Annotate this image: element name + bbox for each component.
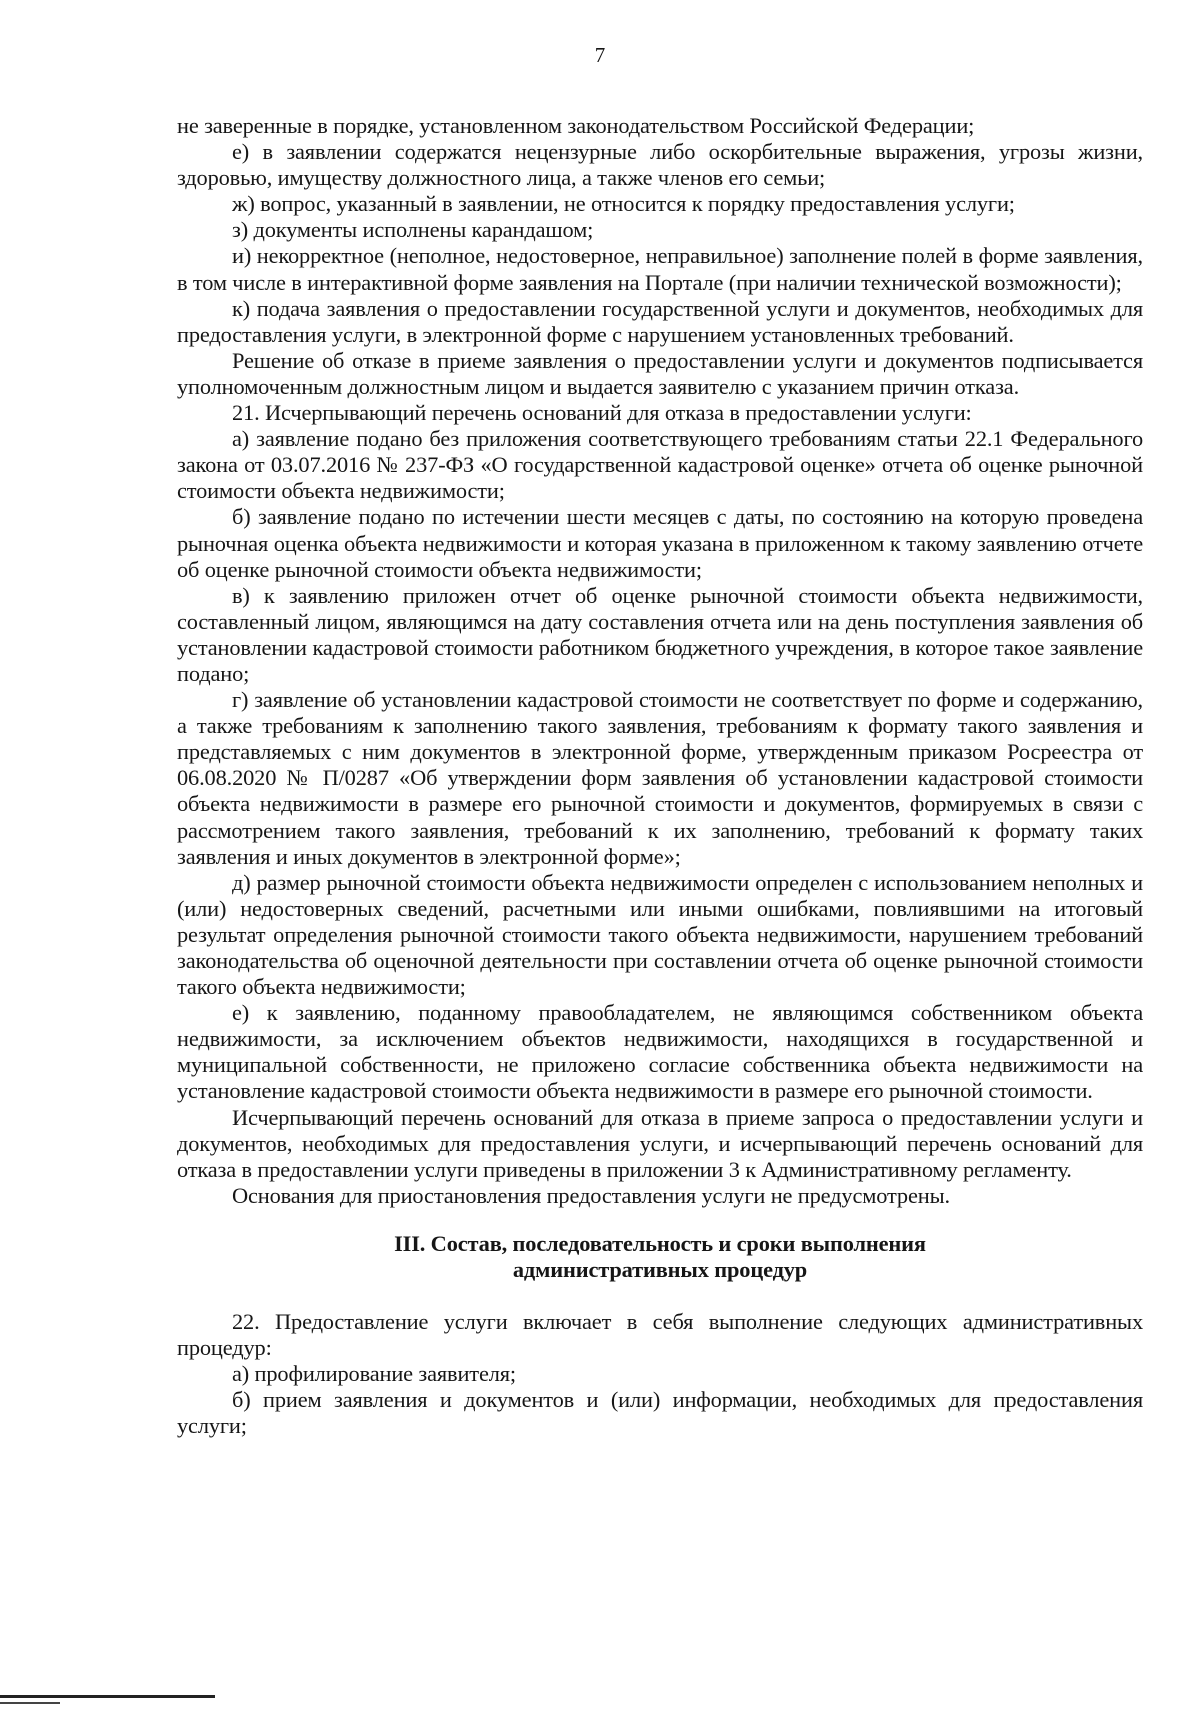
paragraph: з) документы исполнены карандашом; bbox=[232, 217, 594, 243]
paragraph: б) заявление подано по истечении шести месяцев с даты, по состоянию на которую проведена рыночная оценка объекта недвижимости и которая указана в приложенном к такому заявлению отчете об оценке рыночной стоимости объекта недвижимости; bbox=[177, 504, 1143, 582]
paragraph: к) подача заявления о предоставлении государственной услуги и документов, необходимых для предоставления услуги, в электронной форме с нарушением установленных требований. bbox=[177, 295, 1143, 347]
page-number: 7 bbox=[594, 43, 606, 67]
bottom-scan-line bbox=[0, 1695, 215, 1698]
paragraph: е) в заявлении содержатся нецензурные либо оскорбительные выражения, угрозы жизни, здоровью, имуществу должностного лица, а также членов его семьи; bbox=[177, 139, 1143, 191]
document-body bbox=[177, 113, 1143, 1439]
section-heading bbox=[177, 1231, 1143, 1283]
paragraph: а) профилирование заявителя; bbox=[232, 1361, 516, 1387]
paragraph: д) размер рыночной стоимости объекта недвижимости определен с использованием неполных и (или) недостоверных сведений, расчетными или иными ошибками, повлиявшими на итоговый результат определения рыночной стоимости такого объекта недвижимости, нарушением требований законодательства об оценочной деятельности при составлении отчета об оценке рыночной стоимости такого объекта недвижимости; bbox=[177, 869, 1143, 1000]
paragraph: 22. Предоставление услуги включает в себя выполнение следующих административных процедур: bbox=[177, 1308, 1143, 1361]
bottom-scan-line-2 bbox=[0, 1702, 60, 1704]
section-heading-line-1: III. Состав, последовательность и сроки выполнения bbox=[394, 1230, 926, 1256]
paragraph: Исчерпывающий перечень оснований для отказа в приеме запроса о предоставлении услуги и документов, необходимых для предоставления услуги, и исчерпывающий перечень оснований для отказа в предоставлении услуги приведены в приложении 3 к Административному регламенту. bbox=[177, 1104, 1143, 1182]
paragraph: и) некорректное (неполное, недостоверное, неправильное) заполнение полей в форме заявления, в том числе в интерактивной форме заявления на Портале (при наличии технической возможности); bbox=[177, 243, 1143, 295]
paragraphs-after-heading bbox=[177, 1309, 1143, 1439]
paragraph: а) заявление подано без приложения соответствующего требованиям статьи 22.1 Федерального закона от 03.07.2016 № 237-ФЗ «О государственной кадастровой оценке» отчета об оценке рыночной стоимости объекта недвижимости; bbox=[177, 426, 1143, 504]
paragraphs-before-heading bbox=[177, 113, 1143, 1209]
paragraph: не заверенные в порядке, установленном законодательством Российской Федерации; bbox=[177, 113, 975, 138]
paragraph: Решение об отказе в приеме заявления о предоставлении услуги и документов подписывается уполномоченным должностным лицом и выдается заявителю с указанием причин отказа. bbox=[177, 347, 1143, 399]
paragraph: е) к заявлению, поданному правообладателем, не являющимся собственником объекта недвижимости, за исключением объектов недвижимости, находящихся в государственной и муниципальной собственности, не приложено согласие собственника объекта недвижимости на установление кадастровой стоимости объекта недвижимости в размере его рыночной стоимости. bbox=[177, 1000, 1143, 1104]
paragraph: ж) вопрос, указанный в заявлении, не относится к порядку предоставления услуги; bbox=[232, 191, 1015, 217]
paragraph: б) прием заявления и документов и (или) информации, необходимых для предоставления услуги; bbox=[177, 1387, 1143, 1439]
paragraph: 21. Исчерпывающий перечень оснований для отказа в предоставлении услуги: bbox=[232, 400, 972, 426]
section-heading-line-2: административных процедур bbox=[512, 1256, 808, 1282]
paragraph: Основания для приостановления предоставления услуги не предусмотрены. bbox=[232, 1182, 950, 1208]
paragraph: в) к заявлению приложен отчет об оценке рыночной стоимости объекта недвижимости, составленный лицом, являющимся на дату составления отчета или на день поступления заявления об установлении кадастровой стоимости работником бюджетного учреждения, в которое такое заявление подано; bbox=[177, 582, 1143, 686]
paragraph: г) заявление об установлении кадастровой стоимости не соответствует по форме и содержанию, а также требованиям к заполнению такого заявления, требованиям к формату такого заявления и представляемых с ним документов в электронной форме, утвержденным приказом Росреестра от 06.08.2020 № П/0287 «Об утверждении форм заявления об установлении кадастровой стоимости объекта недвижимости в размере его рыночной стоимости и документов, формируемых в связи с рассмотрением такого заявления, требований к их заполнению, требований к формату таких заявления и иных документов в электронной форме»; bbox=[177, 687, 1143, 869]
